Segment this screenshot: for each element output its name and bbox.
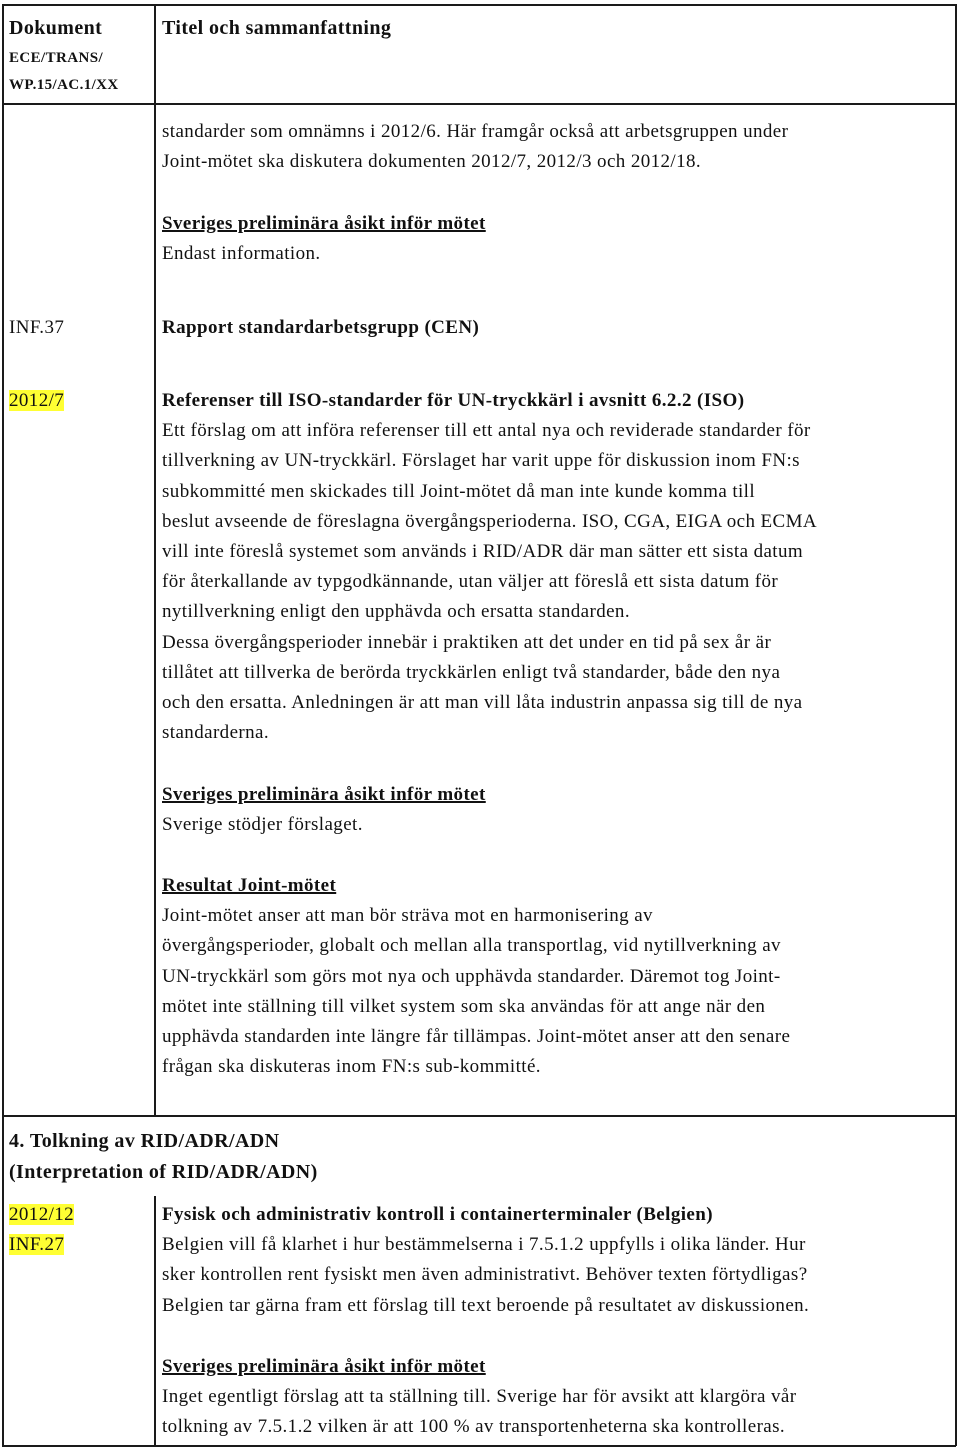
- body-line: sker kontrollen rent fysiskt men även administrativt. Behöver texten förtydligas?: [162, 1264, 808, 1286]
- result-line: Joint-mötet anser att man bör sträva mot en harmonisering av: [162, 905, 653, 927]
- opinion-line: tolkning av 7.5.1.2 vilken är att 100 % av transportenheterna ska kontrolleras.: [162, 1416, 786, 1438]
- result-line: frågan ska diskuteras inom FN:s sub-kommitté.: [162, 1056, 541, 1078]
- continuation-text: [162, 117, 952, 177]
- result-line: övergångsperioder, globalt och mellan alla transportlag, vid nytillverkning av: [162, 935, 781, 957]
- continuation-opinion: [162, 209, 952, 269]
- body-line: Belgien tar gärna fram ett förslag till text beroende på resultatet av diskussionen.: [162, 1294, 810, 1316]
- highlighted-reference: 2012/7: [9, 390, 65, 411]
- body-line: för återkallande av typgodkännande, utan väljer att föreslå ett sista datum för: [162, 571, 779, 593]
- section-4-title: 4. Tolkning av RID/ADR/ADN: [9, 1130, 280, 1152]
- highlighted-reference: 2012/12: [9, 1204, 75, 1225]
- doc-2012-7-opinion: [162, 780, 952, 840]
- opinion-text: Endast information.: [162, 243, 321, 265]
- inf37-title: Rapport standardarbetsgrupp (CEN): [162, 317, 480, 338]
- body-line: och den ersatta. Anledningen är att man vill låta industrin anpassa sig till de nya: [162, 692, 803, 714]
- header-document-column: [9, 13, 154, 97]
- header-document-title: Dokument: [9, 17, 103, 39]
- result-line: UN-tryckkärl som görs mot nya och upphävda standarder. Däremot tog Joint-: [162, 965, 781, 987]
- opinion-text: Sverige stödjer förslaget.: [162, 814, 363, 836]
- continuation-line: Joint-mötet ska diskutera dokumenten 2012/7, 2012/3 och 2012/18.: [162, 151, 702, 173]
- doc-2012-7-title: Referenser till ISO-standarder för UN-tryckkärl i avsnitt 6.2.2 (ISO): [162, 390, 745, 411]
- section-4-heading: [9, 1126, 909, 1188]
- table-section-divider: [2, 1115, 956, 1117]
- body-line: standarderna.: [162, 722, 270, 744]
- doc-2012-12-opinion: [162, 1352, 952, 1443]
- table-right-border: [955, 4, 957, 1446]
- body-line: subkommitté men skickades till Joint-mötet då man inte kunde komma till: [162, 480, 756, 502]
- doc-2012-7-reference: [9, 386, 64, 416]
- result-heading: Resultat Joint-mötet: [162, 875, 337, 896]
- body-line: Ett förslag om att införa referenser till ett antal nya och reviderade standarder för: [162, 420, 811, 442]
- doc-2012-12-references: [9, 1200, 74, 1260]
- body-line: beslut avseende de föreslagna övergångsperioderna. ISO, CGA, EIGA och ECMA: [162, 510, 818, 532]
- body-line: tillåtet att tillverka de berörda tryckkärlen enligt två standarder, både den nya: [162, 661, 781, 683]
- table-left-border: [2, 4, 4, 1446]
- inf37-reference: INF.37: [9, 317, 65, 338]
- header-document-code: WP.15/AC.1/XX: [9, 77, 119, 93]
- highlighted-reference: INF.27: [9, 1234, 65, 1256]
- body-line: tillverkning av UN-tryckkärl. Förslaget har varit uppe för diskussion inom FN:s: [162, 450, 800, 472]
- opinion-heading: Sveriges preliminära åsikt inför mötet: [162, 1356, 486, 1377]
- body-line: Dessa övergångsperioder innebär i praktiken att det under en tid på sex år är: [162, 631, 772, 653]
- table-top-border: [2, 4, 956, 6]
- header-title-column: Titel och sammanfattning: [162, 17, 392, 39]
- doc-2012-12-title: Fysisk och administrativ kontroll i containerterminaler (Belgien): [162, 1204, 713, 1225]
- section-4-subtitle: (Interpretation of RID/ADR/ADN): [9, 1161, 318, 1183]
- opinion-heading: Sveriges preliminära åsikt inför mötet: [162, 784, 486, 805]
- doc-2012-7-body: [162, 386, 952, 748]
- continuation-line: standarder som omnämns i 2012/6. Här framgår också att arbetsgruppen under: [162, 121, 789, 142]
- body-line: vill inte föreslå systemet som används i RID/ADR där man sätter ett sista datum: [162, 541, 804, 563]
- table-bottom-border: [2, 1445, 956, 1447]
- result-line: upphävda standarden inte längre får tillämpas. Joint-mötet anser att den senare: [162, 1026, 791, 1048]
- header-document-series: ECE/TRANS/: [9, 50, 104, 66]
- opinion-heading: Sveriges preliminära åsikt inför mötet: [162, 213, 486, 234]
- column-divider-upper: [154, 4, 156, 1116]
- header-bottom-border: [2, 103, 956, 105]
- opinion-line: Inget egentligt förslag att ta ställning till. Sverige har för avsikt att klargöra vår: [162, 1386, 797, 1408]
- doc-2012-12-body: [162, 1200, 952, 1321]
- body-line: Belgien vill få klarhet i hur bestämmelserna i 7.5.1.2 uppfylls i olika länder. Hur: [162, 1234, 806, 1256]
- body-line: nytillverkning enligt den upphävda och ersatta standarden.: [162, 601, 630, 623]
- column-divider-lower: [154, 1196, 156, 1446]
- doc-2012-7-result: [162, 871, 952, 1082]
- result-line: mötet inte ställning till vilket system som ska användas för att ange när den: [162, 995, 766, 1017]
